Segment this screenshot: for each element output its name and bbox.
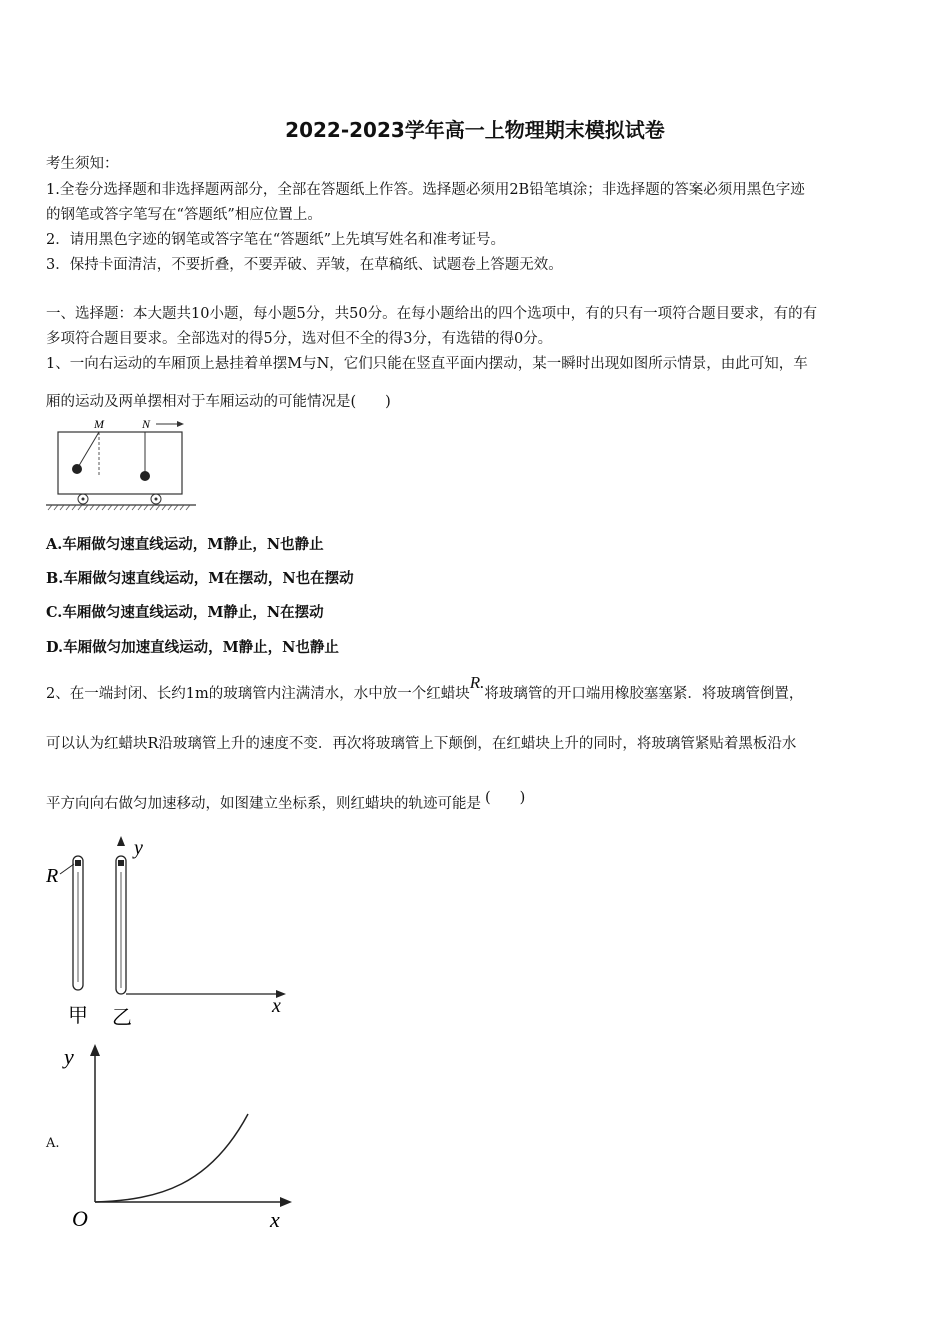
notice-item: 2．请用黑色字迹的钢笔或答字笔在“答题纸”上先填写姓名和准考证号。 — [46, 232, 506, 248]
section-instructions: 多项符合题目要求。全部选对的得5分，选对但不全的得3分，有选错的得0分。 — [46, 331, 553, 347]
axis-x-label: x — [272, 995, 281, 1017]
q1-option-b: B.车厢做匀速直线运动，M在摆动，N也在摆动 — [46, 570, 354, 587]
question-2-stem: 可以认为红蜡块R沿玻璃管上升的速度不变．再次将玻璃管上下颠倒，在红蜡块上升的同时，将玻璃管紧贴着黑板沿水 — [46, 736, 797, 752]
graph-y-label: y — [64, 1044, 74, 1069]
question-1-stem: 厢的运动及两单摆相对于车厢运动的可能情况是( ) — [46, 394, 391, 410]
q2-option-a-label: A. — [46, 1136, 60, 1151]
q2-text-part: 2、在一端封闭、长约1m的玻璃管内注满清水，水中放一个红蜡块 — [46, 686, 470, 702]
r-symbol: R. — [469, 673, 485, 692]
notice-item: 1.全卷分选择题和非选择题两部分，全部在答题纸上作答。选择题必须用2B铅笔填涂；非选择题的答案必须用黑色字迹 — [46, 182, 805, 198]
q1-car-figure — [44, 414, 204, 514]
label-jia: 甲 — [68, 1003, 88, 1027]
axis-y-label: y — [134, 837, 143, 859]
q2-tube-figure — [40, 832, 300, 1032]
answer-paren: ( ) — [485, 790, 526, 806]
question-1-stem: 1、一向右运动的车厢顶上悬挂着单摆M与N，它们只能在竖直平面内摆动，某一瞬时出现如图所示情景，由此可知，车 — [46, 356, 808, 372]
label-r: R — [46, 865, 59, 887]
question-2-stem — [46, 673, 804, 703]
graph-origin-label: O — [72, 1206, 88, 1231]
label-yi: 乙 — [112, 1005, 132, 1029]
q1-option-d: D.车厢做匀加速直线运动，M静止，N也静止 — [46, 639, 339, 656]
notice-item: 的钢笔或答字笔写在“答题纸”相应位置上。 — [46, 207, 322, 223]
notice-heading: 考生须知： — [46, 156, 119, 172]
label-n: N — [142, 417, 151, 431]
graph-x-label: x — [270, 1207, 280, 1232]
page-title: 2022-2023学年高一上物理期末模拟试卷 — [285, 118, 665, 142]
question-2-stem — [46, 792, 525, 813]
notice-item: 3．保持卡面清洁，不要折叠，不要弄破、弄皱，在草稿纸、试题卷上答题无效。 — [46, 257, 563, 273]
section-instructions: 一、选择题：本大题共10小题，每小题5分，共50分。在每小题给出的四个选项中，有的只有一项符合题目要求，有的有 — [46, 306, 818, 322]
q2-text-part: 将玻璃管的开口端用橡胶塞塞紧．将玻璃管倒置， — [484, 686, 804, 702]
q1-option-a: A.车厢做匀速直线运动，M静止，N也静止 — [46, 536, 324, 553]
q2-option-a-graph — [60, 1040, 300, 1240]
label-m: M — [94, 417, 104, 431]
q1-option-c: C.车厢做匀速直线运动，M静止，N在摆动 — [46, 604, 324, 621]
q2-text-part: 平方向向右做匀加速移动，如图建立坐标系，则红蜡块的轨迹可能是 — [46, 796, 481, 812]
